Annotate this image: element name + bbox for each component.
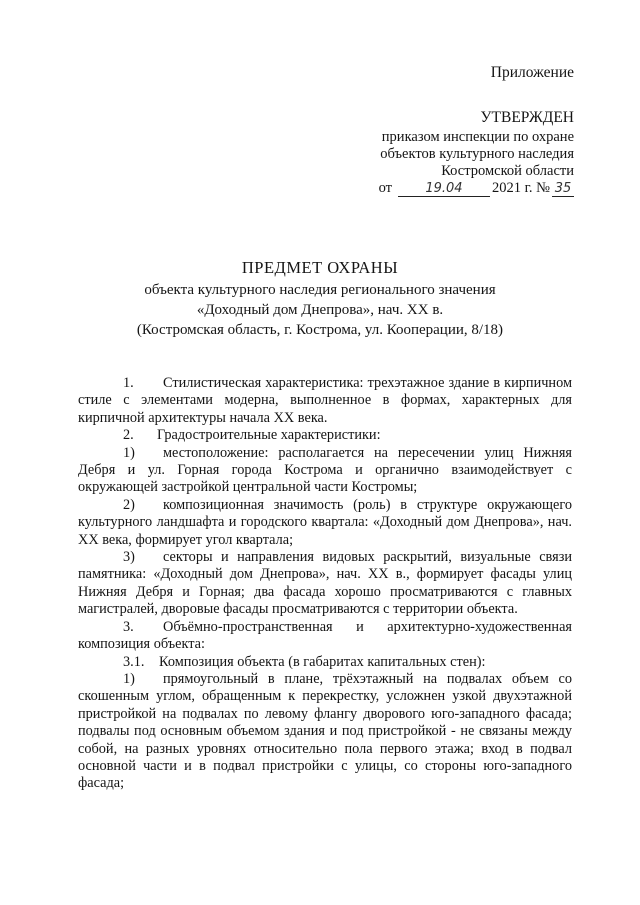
item-2-2-number: 2) — [123, 496, 135, 513]
title-line-1: объекта культурного наследия регионального значения — [144, 282, 496, 298]
order-date-line — [379, 180, 574, 197]
document-body — [78, 375, 572, 793]
item-3-1-1-text: прямоугольный в плане, трёхэтажный на подвалах объем со скошенным углом, обращенным к перекрестку, усложнен узкой двухэтажной пристройкой на подвалах по левому флангу дворового юго-западного фасада; подвалы под основным объемом здания и под пристройкой - не связаны между собой, на разных уровнях относительно пола первого этажа; вход в подвал основной части и в подвал пристройки с улицы, со стороны юго-западного фасада; — [78, 670, 572, 792]
item-3-number: 3. — [123, 618, 134, 635]
year-text: 2021 г. № — [491, 180, 550, 196]
approved-line-1: приказом инспекции по охране — [381, 129, 574, 145]
item-2 — [78, 427, 572, 444]
item-3-1 — [78, 654, 572, 671]
item-3-1-number: 3.1. — [123, 653, 145, 670]
item-2-2 — [78, 497, 572, 549]
approved-line-3: Костромской области — [441, 163, 574, 179]
approved-line-2: объектов культурного наследия — [380, 146, 574, 162]
item-2-1 — [78, 445, 572, 497]
item-3-1-1-number: 1) — [123, 670, 135, 687]
item-2-1-number: 1) — [123, 444, 135, 461]
item-1-text: Стилистическая характеристика: трехэтажное здание в кирпичном стиле с элементами модерна, выполненное в формах, характерных для кирпичной архитектуры начала XX века. — [78, 375, 572, 426]
item-2-3-number: 3) — [123, 549, 135, 566]
item-3-1-1 — [78, 671, 572, 793]
item-2-number: 2. — [123, 427, 134, 444]
item-3-text: Объёмно-пространственная и архитектурно-художественная композиция объекта: — [78, 618, 572, 653]
document-title: ПРЕДМЕТ ОХРАНЫ — [241, 258, 399, 277]
handwritten-date: 19.04 — [398, 181, 490, 197]
handwritten-order-number: 35 — [552, 181, 574, 197]
item-1 — [78, 375, 572, 427]
date-prefix: от — [378, 180, 392, 196]
item-3-1-text: Композиция объекта (в габаритах капитальных стен): — [159, 653, 486, 670]
document-title-block — [60, 258, 580, 340]
item-2-text: Градостроительные характеристики: — [157, 427, 381, 444]
approved-title: УТВЕРЖДЕН — [480, 109, 574, 126]
item-2-3 — [78, 549, 572, 619]
appendix-label: Приложение — [490, 64, 574, 81]
item-3 — [78, 619, 572, 654]
item-2-2-text: композиционная значимость (роль) в структуре окружающего культурного ландшафта и городского квартала: «Доходный дом Днепрова», нач. XX века, формирует угол квартала; — [78, 496, 572, 548]
item-2-3-text: секторы и направления видовых раскрытий, визуальные связи памятника: «Доходный дом Днепрова», нач. XX в., формирует фасады улиц Нижняя Дебря и Горная; два фасада хорошо просматриваются с главных магистралей, дворовые фасады просматриваются с территории объекта. — [78, 549, 572, 618]
item-1-number: 1. — [123, 375, 134, 391]
title-line-2: «Доходный дом Днепрова», нач. XX в. — [196, 302, 444, 318]
title-line-3: (Костромская область, г. Кострома, ул. Кооперации, 8/18) — [136, 322, 504, 338]
item-2-1-text: местоположение: располагается на пересечении улиц Нижняя Дебря и ул. Горная города Кострома и органично взаимодействует с окружающей застройкой центральной части Костромы; — [78, 444, 572, 496]
approval-stamp-block — [379, 108, 574, 197]
